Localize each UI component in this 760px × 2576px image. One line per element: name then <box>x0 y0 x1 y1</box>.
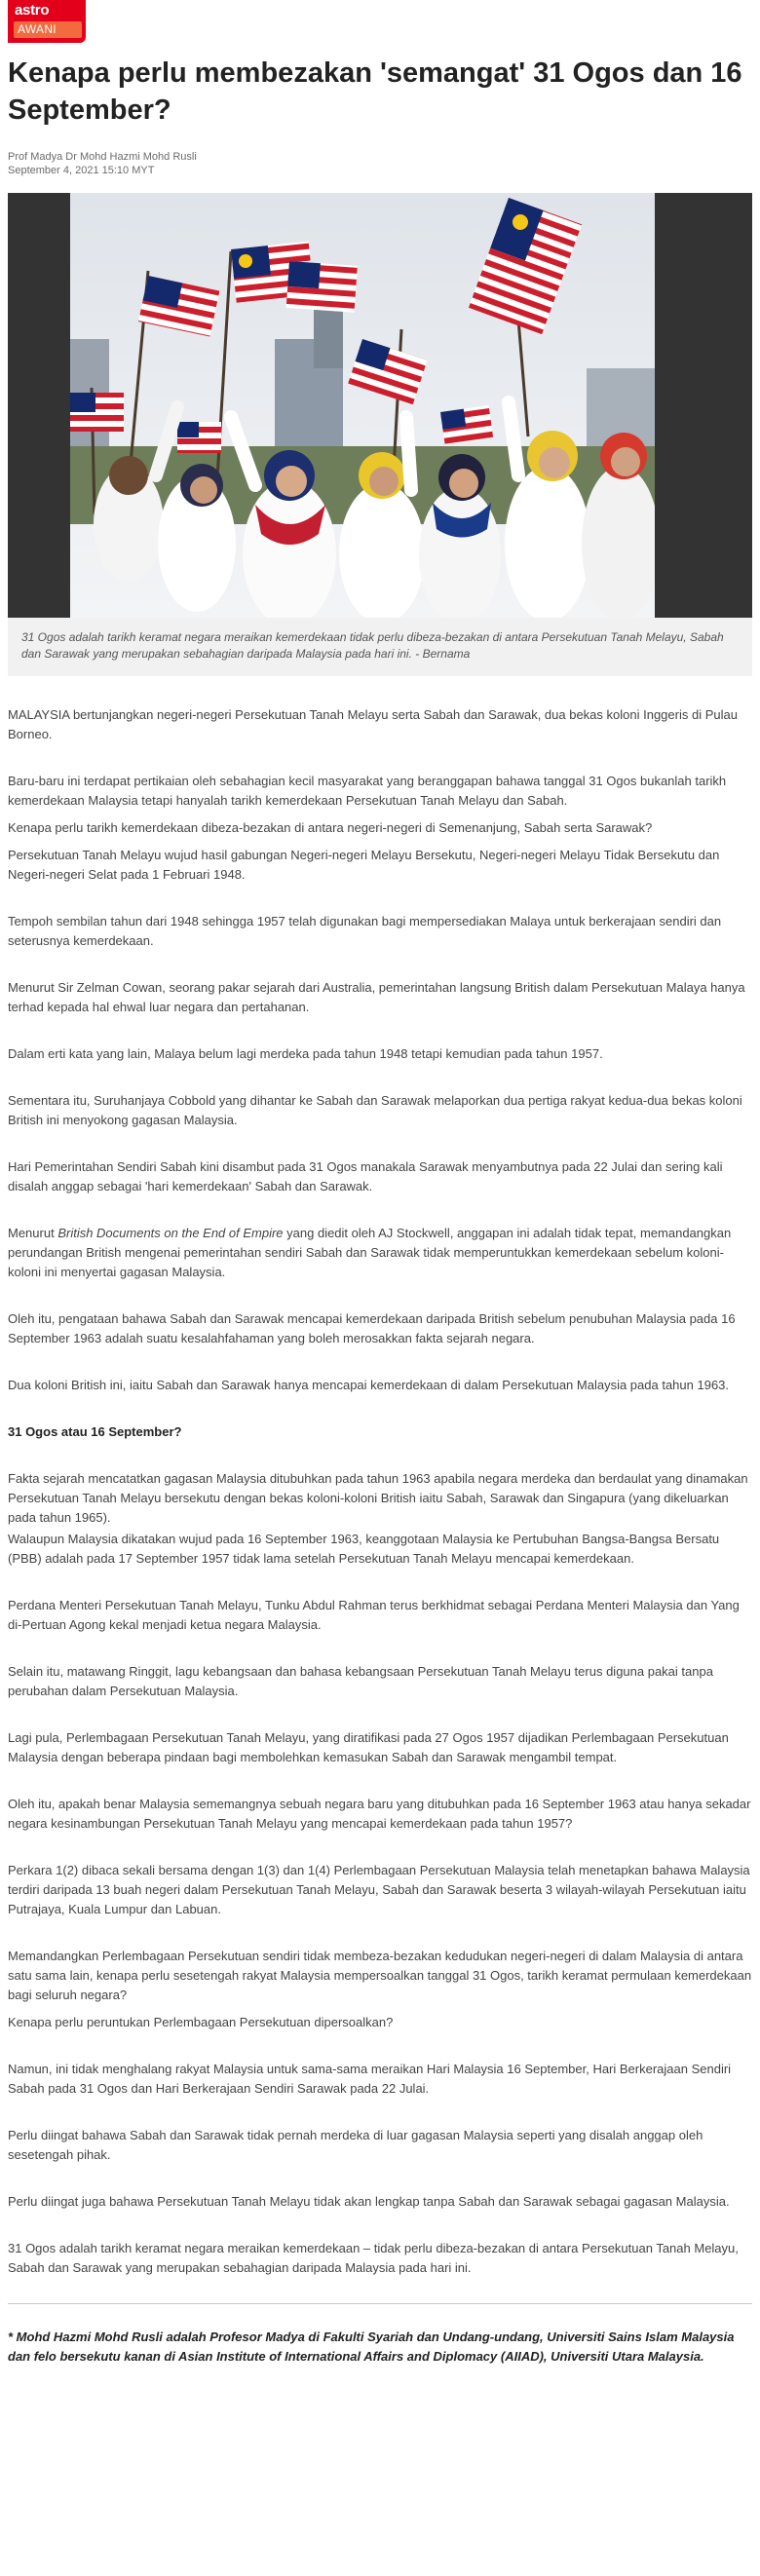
article-body <box>8 705 752 2278</box>
paragraph: MALAYSIA bertunjangkan negeri-negeri Persekutuan Tanah Melayu serta Sabah dan Sarawak, dua bekas koloni Inggeris di Pulau Borneo. <box>8 707 738 741</box>
paragraph: Oleh itu, pengataan bahawa Sabah dan Sarawak mencapai kemerdekaan daripada British sebelum penubuhan Malaysia pada 16 September 1963 adalah suatu kesalahfahaman yang boleh merosakkan fakta sejarah negara. <box>8 1311 736 1345</box>
hero-image <box>8 193 752 618</box>
article-title: Kenapa perlu membezakan 'semangat' 31 Ogos dan 16 September? <box>8 57 742 126</box>
paragraph: Dua koloni British ini, iaitu Sabah dan Sarawak hanya mencapai kemerdekaan di dalam Persekutuan Malaysia pada tahun 1963. <box>8 1378 730 1392</box>
paragraph-text: Menurut <box>8 1226 58 1240</box>
paragraph: Perlu diingat bahawa Sabah dan Sarawak tidak pernah merdeka di luar gagasan Malaysia seperti yang disalah anggap oleh sesetengah pihak. <box>8 2128 703 2162</box>
book-title: British Documents on the End of Empire <box>57 1226 284 1240</box>
paragraph-text: yang diedit oleh AJ Stockwell, anggapan ini adalah tidak tepat, memandangkan perundangan British mengenai pemerintahan sendiri Sabah dan Sarawak tidak memperuntukkan kemerdekaan sebelum koloni-koloni ini menyertai gagasan Malaysia. <box>8 1226 732 1279</box>
paragraph: Perkara 1(2) dibaca sekali bersama dengan 1(3) dan 1(4) Perlembagaan Persekutuan Malaysia telah menetapkan bahawa Malaysia terdiri daripada 13 buah negeri dalam Persekutuan Tanah Melayu, Sabah dan Sarawak beserta 3 wilayah-wilayah Persekutuan iaitu Putrajaya, Kuala Lumpur dan Labuan. <box>8 1863 750 1916</box>
paragraph: Fakta sejarah mencatatkan gagasan Malaysia ditubuhkan pada tahun 1963 apabila negara merdeka dan berdaulat yang dinamakan Persekutuan Tanah Melayu bersekutu dengan bekas koloni-koloni British iaitu Sabah, Sarawak dan Singapura (yang dikeluarkan pada tahun 1965). <box>8 1471 748 1525</box>
site-header <box>8 0 752 43</box>
paragraph: Hari Pemerintahan Sendiri Sabah kini disambut pada 31 Ogos manakala Sarawak menyambutnya pada 22 Julai dan sering kali disalah anggap sebagai 'hari kemerdekaan' Sabah dan Sarawak. <box>8 1159 723 1193</box>
logo-text-awani: AWANI <box>14 21 82 38</box>
paragraph <box>8 1224 752 1282</box>
author-name[interactable]: Prof Madya Dr Mohd Hazmi Mohd Rusli <box>8 151 197 163</box>
hero-photo-flag-wavers <box>70 193 655 618</box>
logo-text-astro: astro <box>15 2 50 19</box>
paragraph: 31 Ogos adalah tarikh keramat negara meraikan kemerdekaan – tidak perlu dibeza-bezakan di antara Persekutuan Tanah Melayu, Sabah dan Sarawak yang merupakan sebahagian daripada Malaysia pada hari ini. <box>8 2241 739 2275</box>
image-caption: 31 Ogos adalah tarikh keramat negara meraikan kemerdekaan tidak perlu dibeza-bezakan di antara Persekutuan Tanah Melayu, Sabah dan Sarawak yang merupakan sebahagian daripada Malaysia pada hari ini. - Bernama <box>8 618 752 676</box>
paragraph: Selain itu, matawang Ringgit, lagu kebangsaan dan bahasa kebangsaan Persekutuan Tanah Melayu terus diguna pakai tanpa perubahan dalam Persekutuan Malaysia. <box>8 1664 713 1698</box>
byline <box>8 150 752 177</box>
paragraph: Kenapa perlu tarikh kemerdekaan dibeza-bezakan di antara negeri-negeri di Semenanjung, Sabah serta Sarawak? <box>8 820 653 835</box>
paragraph: Kenapa perlu peruntukan Perlembagaan Persekutuan dipersoalkan? <box>8 2015 394 2029</box>
paragraph: Tempoh sembilan tahun dari 1948 sehingga 1957 telah digunakan bagi mempersediakan Malaya untuk berkerajaan sendiri dan seterusnya kemerdekaan. <box>8 914 722 948</box>
paragraph: Lagi pula, Perlembagaan Persekutuan Tanah Melayu, yang diratifikasi pada 27 Ogos 1957 dijadikan Perlembagaan Persekutuan Malaysia dengan beberapa pindaan bagi membolehkan kemasukan Sabah dan Sarawak mengambil tempat. <box>8 1730 729 1764</box>
section-subheading: 31 Ogos atau 16 September? <box>8 1424 182 1439</box>
paragraph: Menurut Sir Zelman Cowan, seorang pakar sejarah dari Australia, pemerintahan langsung British dalam Persekutuan Malaya hanya terhad kepada hal ehwal luar negara dan pertahanan. <box>8 980 745 1014</box>
paragraph: Oleh itu, apakah benar Malaysia sememangnya sebuah negara baru yang ditubuhkan pada 16 September 1963 atau hanya sekadar negara kesinambungan Persekutuan Tanah Melayu yang mencapai kemerdekaan pada tahun 1957? <box>8 1797 751 1831</box>
paragraph: Sementara itu, Suruhanjaya Cobbold yang dihantar ke Sabah dan Sarawak melaporkan dua pertiga rakyat kedua-dua bekas koloni British ini menyokong gagasan Malaysia. <box>8 1093 742 1127</box>
publish-date: September 4, 2021 15:10 MYT <box>8 165 155 176</box>
divider <box>8 2303 752 2304</box>
paragraph: Walaupun Malaysia dikatakan wujud pada 16 September 1963, keanggotaan Malaysia ke Pertubuhan Bangsa-Bangsa Bersatu (PBB) adalah pada 17 September 1957 tidak lama setelah Persekutuan Tanah Melayu mencapai kemerdekaan. <box>8 1532 720 1566</box>
paragraph: Persekutuan Tanah Melayu wujud hasil gabungan Negeri-negeri Melayu Bersekutu, Negeri-negeri Melayu Tidak Bersekutu dan Negeri-negeri Selat pada 1 Februari 1948. <box>8 848 720 882</box>
astro-awani-logo[interactable] <box>8 0 86 43</box>
paragraph: Memandangkan Perlembagaan Persekutuan sendiri tidak membeza-bezakan kedudukan negeri-negeri di dalam Malaysia di antara satu sama lain, kenapa perlu sesetengah rakyat Malaysia mempersoalkan tanggal 31 Ogos, tarikh keramat permulaan kemerdekaan bagi seluruh negara? <box>8 1949 752 2002</box>
paragraph: Dalam erti kata yang lain, Malaya belum lagi merdeka pada tahun 1948 tetapi kemudian pada tahun 1957. <box>8 1046 603 1061</box>
paragraph: Baru-baru ini terdapat pertikaian oleh sebahagian kecil masyarakat yang beranggapan bahawa tanggal 31 Ogos bukanlah tarikh kemerdekaan Malaysia tetapi hanyalah tarikh kemerdekaan Persekutuan Tanah Melayu dan Sabah. <box>8 774 727 808</box>
paragraph: Perdana Menteri Persekutuan Tanah Melayu, Tunku Abdul Rahman terus berkhidmat sebagai Perdana Menteri Malaysia dan Yang di-Pertuan Agong kekal menjadi ketua negara Malaysia. <box>8 1598 740 1632</box>
paragraph: Perlu diingat juga bahawa Persekutuan Tanah Melayu tidak akan lengkap tanpa Sabah dan Sarawak sebagai gagasan Malaysia. <box>8 2194 730 2209</box>
paragraph: Namun, ini tidak menghalang rakyat Malaysia untuk sama-sama meraikan Hari Malaysia 16 September, Hari Berkerajaan Sendiri Sabah pada 31 Ogos dan Hari Berkerajaan Sendiri Sarawak pada 22 Julai. <box>8 2062 732 2096</box>
author-note: * Mohd Hazmi Mohd Rusli adalah Profesor Madya di Fakulti Syariah dan Undang-undang, Universiti Sains Islam Malaysia dan felo bersekutu kanan di Asian Institute of International Affairs and Diplomacy (AIIAD), Universiti Utara Malaysia. <box>8 2330 735 2364</box>
